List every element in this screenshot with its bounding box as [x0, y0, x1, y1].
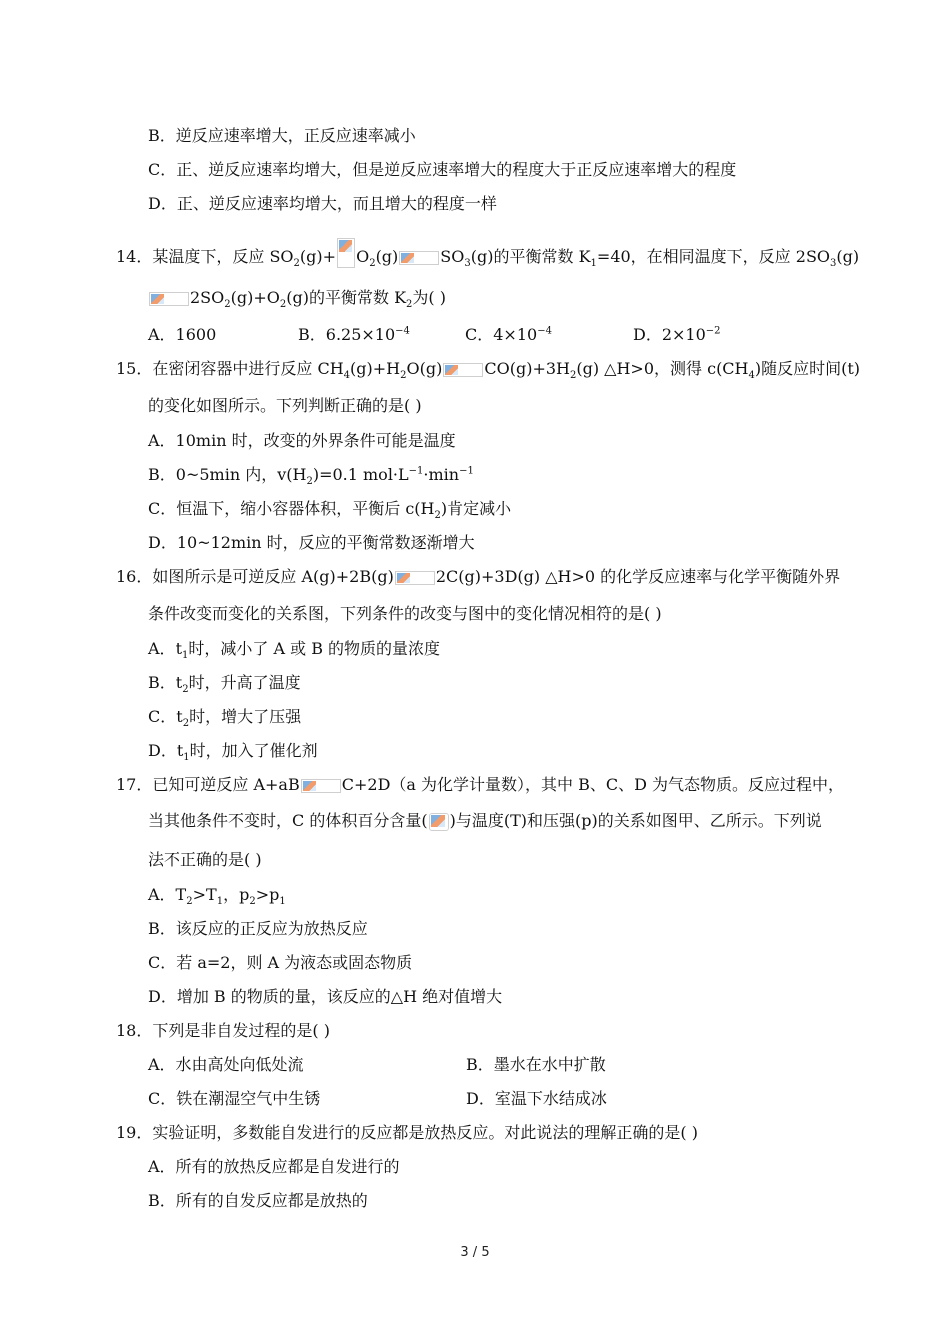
q16-stem-line1: 16．如图所示是可逆反应 A(g)+2B(g) 2C(g)+3D(g) △H>0 的化学反应速率与化学平衡随外界 — [116, 567, 841, 586]
q16-option-b: B．$t_2$时，升高了温度 — [148, 673, 301, 696]
q19-option-b: B．所有的自发反应都是放热的 — [148, 1191, 368, 1210]
q14-stem-line2: $2SO_2(g)+O_2(g)$的平衡常数 $K_2$为( ) — [148, 287, 446, 309]
volume-fraction-symbol-icon — [429, 813, 449, 831]
q16-stem-line2: 条件改变而变化的关系图，下列条件的改变与图中的变化情况相符的是( ) — [148, 604, 662, 623]
q15-option-d: D．10~12min 时，反应的平衡常数逐渐增大 — [148, 533, 475, 552]
q13-option-b: B．逆反应速率增大，正反应速率减小 — [148, 126, 416, 145]
q13-option-d: D．正、逆反应速率均增大，而且增大的程度一样 — [148, 194, 497, 213]
q17-option-d: D．增加 B 的物质的量，该反应的△H 绝对值增大 — [148, 987, 503, 1006]
q18-option-b: B．墨水在水中扩散 — [466, 1055, 606, 1074]
q14-option-c: C．$4\times 10^{-4}$ — [465, 325, 552, 344]
q17-option-c: C．若 a=2，则 A 为液态或固态物质 — [148, 953, 413, 972]
q13-option-c: C．正、逆反应速率均增大，但是逆反应速率增大的程度大于正反应速率增大的程度 — [148, 160, 737, 179]
q17-stem-line3: 法不正确的是( ) — [148, 850, 262, 869]
q17-stem-line2: 当其他条件不变时，C 的体积百分含量( )与温度(T)和压强(p)的关系如图甲、乙所示。下列说 — [148, 811, 822, 830]
q14-option-a: A．1600 — [148, 325, 217, 344]
fraction-image-icon — [337, 238, 355, 268]
q16-option-a: A．$t_1$时，减小了 A 或 B 的物质的量浓度 — [148, 639, 441, 662]
q15-stem-line2: 的变化如图所示。下列判断正确的是( ) — [148, 396, 422, 415]
q18-option-c: C．铁在潮湿空气中生锈 — [148, 1089, 321, 1108]
q19-option-a: A．所有的放热反应都是自发进行的 — [148, 1157, 400, 1176]
q17-option-a: A．$T_2>T_1$，$p_2>p_1$ — [148, 885, 286, 908]
q18-option-a: A．水由高处向低处流 — [148, 1055, 304, 1074]
q15-option-a: A．10min 时，改变的外界条件可能是温度 — [148, 431, 456, 450]
equilibrium-arrow-icon — [443, 363, 483, 377]
q15-stem-line1: 15．在密闭容器中进行反应 $CH_4(g)+H_2O(g)$ $CO(g)+3H_2(g)$ △H>0，测得 $c(CH_4)$随反应时间(t) — [116, 359, 861, 382]
q18-stem: 18．下列是非自发过程的是( ) — [116, 1021, 330, 1040]
q15-option-b: B．0~5min 内，$v(H_2)=0.1$ $mol\cdot L^{-1}\cdot\min^{-1}$ — [148, 465, 474, 488]
q14-stem-line1: 14．某温度下，反应 $SO_2(g)+ O_2(g)$ $SO_3(g)$的平衡常数 $K_1=40$，在相同温度下，反应 $2SO_3(g)$ — [116, 238, 859, 268]
q18-option-d: D．室温下水结成冰 — [466, 1089, 607, 1108]
equilibrium-arrow-icon — [301, 779, 341, 793]
q16-option-d: D．$t_1$时，加入了催化剂 — [148, 741, 318, 764]
q14-option-d: D．$2\times 10^{-2}$ — [633, 325, 721, 344]
q14-option-b: B．$6.25\times 10^{-4}$ — [298, 325, 410, 344]
q16-option-c: C．$t_2$时，增大了压强 — [148, 707, 302, 730]
q17-option-b: B．该反应的正反应为放热反应 — [148, 919, 368, 938]
equilibrium-arrow-icon — [399, 251, 439, 265]
q15-option-c: C．恒温下，缩小容器体积，平衡后 $c(H_2)$肯定减小 — [148, 499, 512, 522]
equilibrium-arrow-icon — [395, 571, 435, 585]
page-number: 3 / 5 — [460, 1245, 490, 1260]
q17-stem-line1: 17．已知可逆反应 A+aB C+2D（a 为化学计量数），其中 B、C、D 为气态物质。反应过程中， — [116, 775, 845, 794]
q19-stem: 19．实验证明，多数能自发进行的反应都是放热反应。对此说法的理解正确的是( ) — [116, 1123, 698, 1142]
equilibrium-arrow-icon — [149, 292, 189, 306]
